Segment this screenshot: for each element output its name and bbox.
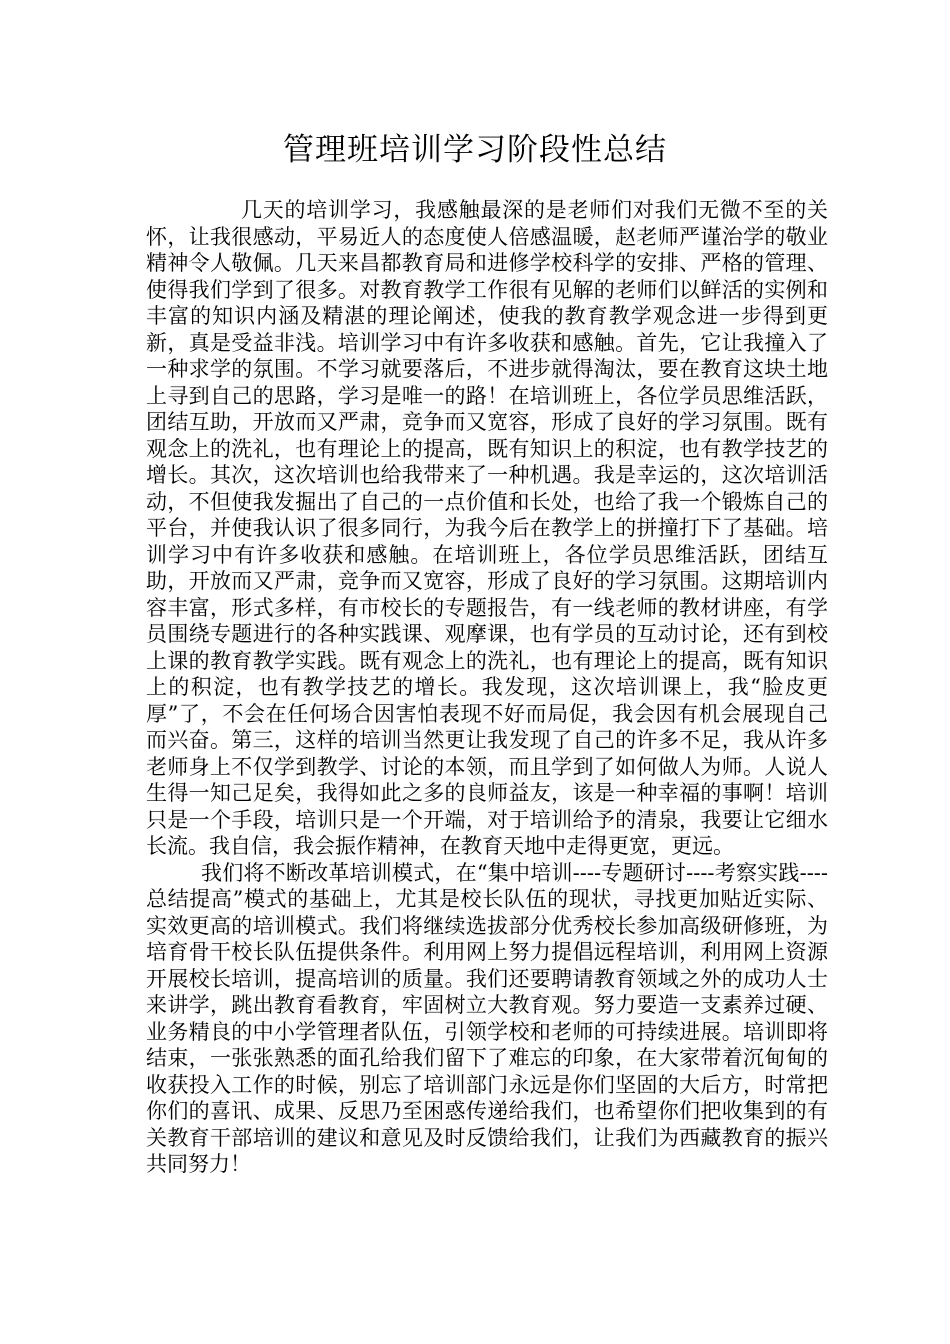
- paragraph-2: 我们将不断改革培训模式，在“集中培训----专题研讨----考察实践----总结提高”模式的基础上，尤其是校长队伍的现状，寻找更加贴近实际、实效更高的培训模式。我们将继续选拔部分优秀校长参加高级研修班，为培育骨干校长队伍提供条件。利用网上努力提倡远程培训，利用网上资源开展校长培训，提高培训的质量。我们还要聘请教育领域之外的成功人士来讲学，跳出教育看教育，牢固树立大教育观。努力要造一支素养过硬、业务精良的中小学管理者队伍，引领学校和老师的可持续进展。培训即将结束，一张张熟悉的面孔给我们留下了难忘的印象，在大家带着沉甸甸的收获投入工作的时候，别忘了培训部门永远是你们坚固的大后方，时常把你们的喜讯、成果、反思乃至困惑传递给我们，也希望你们把收集到的有关教育干部培训的建议和意见及时反馈给我们，让我们为西藏教育的振兴共同努力！: [146, 860, 828, 1176]
- document-body: [146, 197, 828, 1178]
- paragraph-1: 几天的培训学习，我感触最深的是老师们对我们无微不至的关怀，让我很感动，平易近人的态度使人倍感温暖，赵老师严谨治学的敬业精神令人敬佩。几天来昌都教育局和进修学校科学的安排、严格的管理、使得我们学到了很多。对教育教学工作很有见解的老师们以鲜活的实例和丰富的知识内涵及精湛的理论阐述，使我的教育教学观念进一步得到更新，真是受益非浅。培训学习中有许多收获和感触。首先，它让我撞入了一种求学的氛围。不学习就要落后，不进步就得淘汰，要在教育这块土地上寻到自己的思路，学习是唯一的路！在培训班上，各位学员思维活跃，团结互助，开放而又严肃，竞争而又宽容，形成了良好的学习氛围。既有观念上的洗礼，也有理论上的提高，既有知识上的积淀，也有教学技艺的增长。其次，这次培训也给我带来了一种机遇。我是幸运的，这次培训活动，不但使我发掘出了自己的一点价值和长处，也给了我一个锻炼自己的平台，并使我认识了很多同行，为我今后在教学上的拼撞打下了基础。培训学习中有许多收获和感触。在培训班上，各位学员思维活跃，团结互助，开放而又严肃，竞争而又宽容，形成了良好的学习氛围。这期培训内容丰富，形式多样，有市校长的专题报告，有一线老师的教材讲座，有学员围绕专题进行的各种实践课、观摩课，也有学员的互动讨论，还有到校上课的教育教学实践。既有观念上的洗礼，也有理论上的提高，既有知识上的积淀，也有教学技艺的增长。我发现，这次培训课上，我“脸皮更厚”了，不会在任何场合因害怕表现不好而局促，我会因有机会展现自己而兴奋。第三，这样的培训当然更让我发现了自己的许多不足，我从许多老师身上不仅学到教学、讨论的本领，而且学到了如何做人为师。人说人生得一知己足矣，我得如此之多的良师益友，该是一种幸福的事啊！培训只是一个手段，培训只是一个开端，对于培训给予的清泉，我要让它细水长流。我自信，我会振作精神，在教育天地中走得更宽，更远。: [146, 198, 828, 858]
- page-title: 管理班培训学习阶段性总结: [283, 132, 667, 168]
